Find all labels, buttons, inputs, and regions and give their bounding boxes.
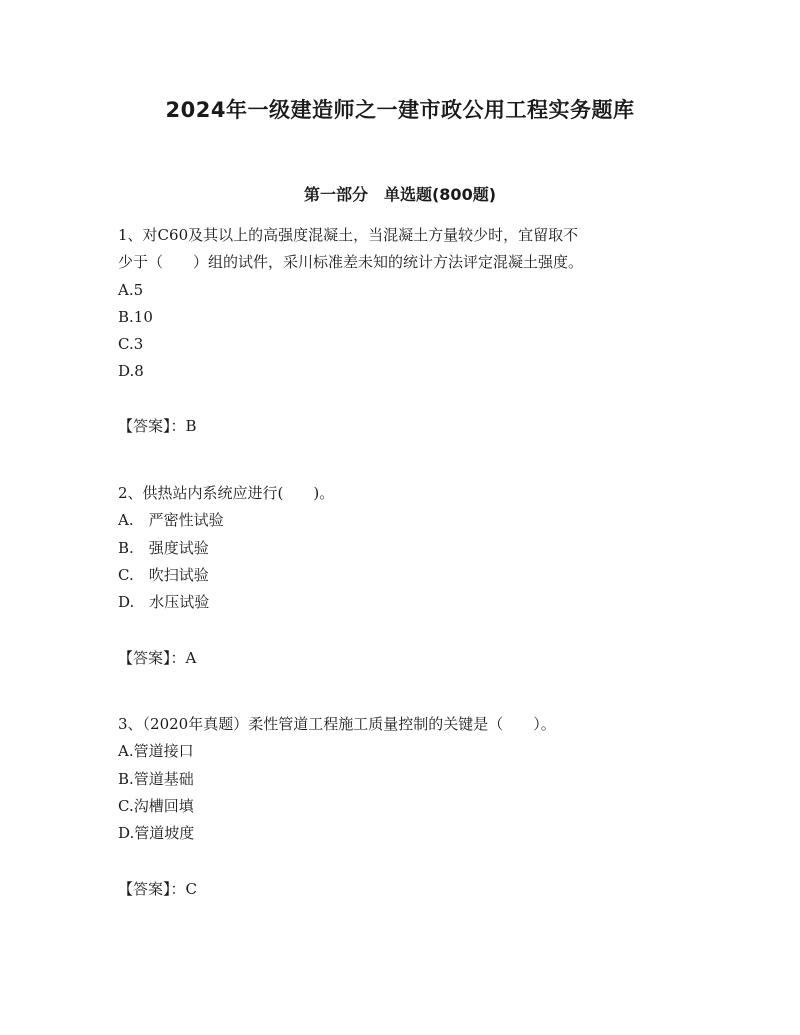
option-c: C.沟槽回填 bbox=[118, 796, 194, 815]
option-c: C.3 bbox=[118, 335, 144, 354]
option-b: B. 强度试验 bbox=[118, 538, 209, 557]
answer-1: 【答案】：B bbox=[118, 417, 197, 435]
option-a: A. 严密性试验 bbox=[118, 511, 224, 530]
section-title: 第一部分 单选题(800题) bbox=[303, 185, 497, 204]
option-d: D.管道坡度 bbox=[118, 824, 195, 843]
question-stem: 少于（ ）组的试件，采川标准差未知的统计方法评定混凝土强度。 bbox=[118, 253, 584, 272]
document-title: 2024年一级建造师之一建市政公用工程实务题库 bbox=[165, 98, 635, 122]
option-b: B.10 bbox=[118, 307, 153, 326]
answer-3: 【答案】：C bbox=[118, 880, 197, 898]
option-a: A.管道接口 bbox=[118, 742, 194, 761]
option-d: D. 水压试验 bbox=[118, 593, 210, 612]
option-a: A.5 bbox=[118, 280, 144, 299]
question-3 bbox=[118, 711, 688, 847]
answer-2: 【答案】：A bbox=[118, 649, 197, 667]
option-b: B.管道基础 bbox=[118, 769, 194, 788]
question-stem: 2、供热站内系统应进行( )。 bbox=[118, 484, 335, 502]
question-stem: 1、对C60及其以上的高强度混凝土，当混凝土方量较少时，宜留取不 bbox=[118, 226, 579, 244]
question-2 bbox=[118, 480, 688, 616]
question-1 bbox=[118, 222, 688, 386]
question-stem: 3、（2020年真题）柔性管道工程施工质量控制的关键是（ ）。 bbox=[118, 715, 556, 733]
option-c: C. 吹扫试验 bbox=[118, 565, 209, 584]
option-d: D.8 bbox=[118, 362, 144, 381]
